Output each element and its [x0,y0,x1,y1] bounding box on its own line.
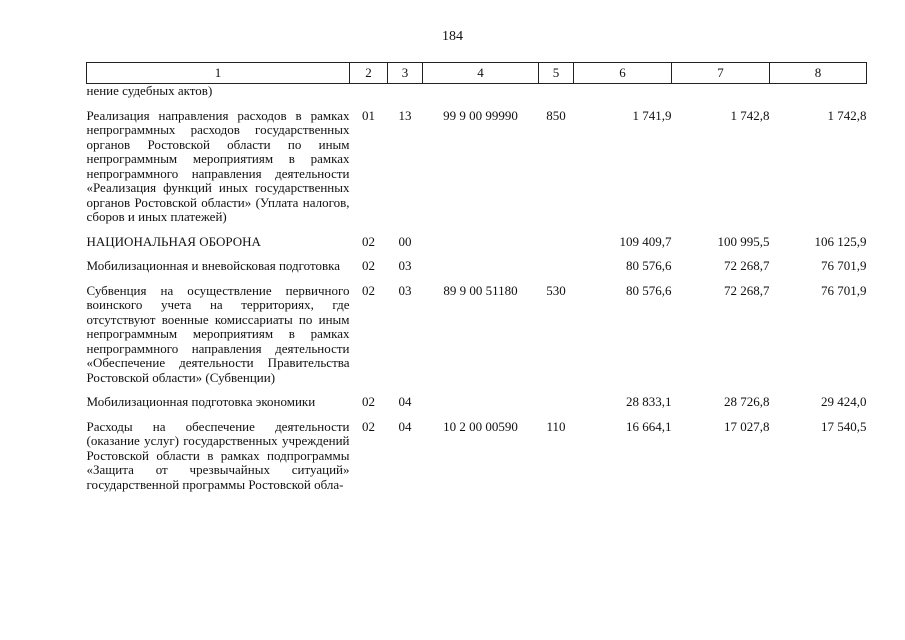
row-expense-type [539,235,574,250]
row-name: Мобилизационная подготовка экономики [86,394,316,409]
row-value-3: 76 701,9 [821,258,867,273]
row-value-1: 1 741,9 [632,107,672,123]
table-row [87,395,867,410]
row-section: 01 [362,107,375,123]
row-section: 02 [362,394,375,409]
row-value-3: 1 742,8 [827,107,867,123]
row-value-2: 1 742,8 [730,107,770,123]
row-expense-type [539,395,574,410]
row-value-3: 76 701,9 [821,282,867,298]
header-col-3: 3 [388,63,423,84]
budget-table [86,62,867,492]
row-name: Расходы на обеспечение деятельности (оказание услуг) государственных учреждений Ростовской области в рамках подпрограммы «Защита от чрезвычайных ситуаций» государственной программы Ростовской обла- [86,418,350,492]
row-value-1: 28 833,1 [626,394,672,409]
row-target-article: 99 9 00 99990 [443,107,518,123]
table-row [87,284,867,386]
row-target-article: 10 2 00 00590 [443,418,518,434]
table-row [87,235,867,250]
row-value-1: 16 664,1 [626,418,672,434]
continuation-text: нение судебных актов) [86,83,213,98]
row-value-1: 109 409,7 [619,233,672,249]
row-section: 02 [362,418,375,434]
row-name: Субвенция на осуществление первичного воинского учета на территориях, где отсутствуют военные комиссариаты по иным непрограммным мероприятиям в рамках непрограммного направления деятельности «Обеспечение деятельности Правительства Ростовской области» (Субвенции) [86,282,350,385]
continuation-row [87,84,867,99]
table-row [87,109,867,225]
row-subsection: 04 [398,394,412,409]
row-section: 02 [362,233,375,249]
row-name: Реализация направления расходов в рамках непрограммных расходов государственных органов Ростовской области по иным непрограммным мероприятиям в рамках непрограммного направления деятельности «Реализация функций иных государственных органов Ростовской области» (Уплата налогов, сборов и иных платежей) [86,107,350,224]
header-row [87,63,867,84]
row-subsection: 03 [398,282,412,298]
header-col-1: 1 [87,63,350,84]
row-subsection: 13 [398,107,412,123]
row-target-article [423,395,539,410]
row-value-3: 17 540,5 [821,418,867,434]
row-expense-type: 110 [546,418,566,434]
row-value-3: 29 424,0 [821,394,867,409]
row-target-article: 89 9 00 51180 [443,282,518,298]
row-value-2: 17 027,8 [724,418,770,434]
row-value-1: 80 576,6 [626,282,672,298]
row-section: 02 [362,282,375,298]
row-value-3: 106 125,9 [814,233,867,249]
table-row [87,259,867,274]
header-col-2: 2 [350,63,388,84]
row-subsection: 03 [398,258,412,273]
row-subsection: 00 [398,233,412,249]
table-row [87,420,867,493]
header-col-7: 7 [672,63,770,84]
header-col-6: 6 [574,63,672,84]
row-expense-type: 850 [546,107,566,123]
row-value-2: 28 726,8 [724,394,770,409]
row-value-2: 100 995,5 [717,233,770,249]
row-target-article [423,235,539,250]
row-value-2: 72 268,7 [724,282,770,298]
page-number: 184 [442,29,463,44]
row-target-article [423,259,539,274]
row-value-1: 80 576,6 [626,258,672,273]
row-subsection: 04 [398,418,412,434]
row-name: НАЦИОНАЛЬНАЯ ОБОРОНА [86,233,261,249]
header-col-4: 4 [423,63,539,84]
row-section: 02 [362,258,375,273]
row-expense-type [539,259,574,274]
row-expense-type: 530 [546,282,566,298]
header-col-5: 5 [539,63,574,84]
header-col-8: 8 [770,63,867,84]
row-name: Мобилизационная и вневойсковая подготовка [86,258,341,273]
row-value-2: 72 268,7 [724,258,770,273]
